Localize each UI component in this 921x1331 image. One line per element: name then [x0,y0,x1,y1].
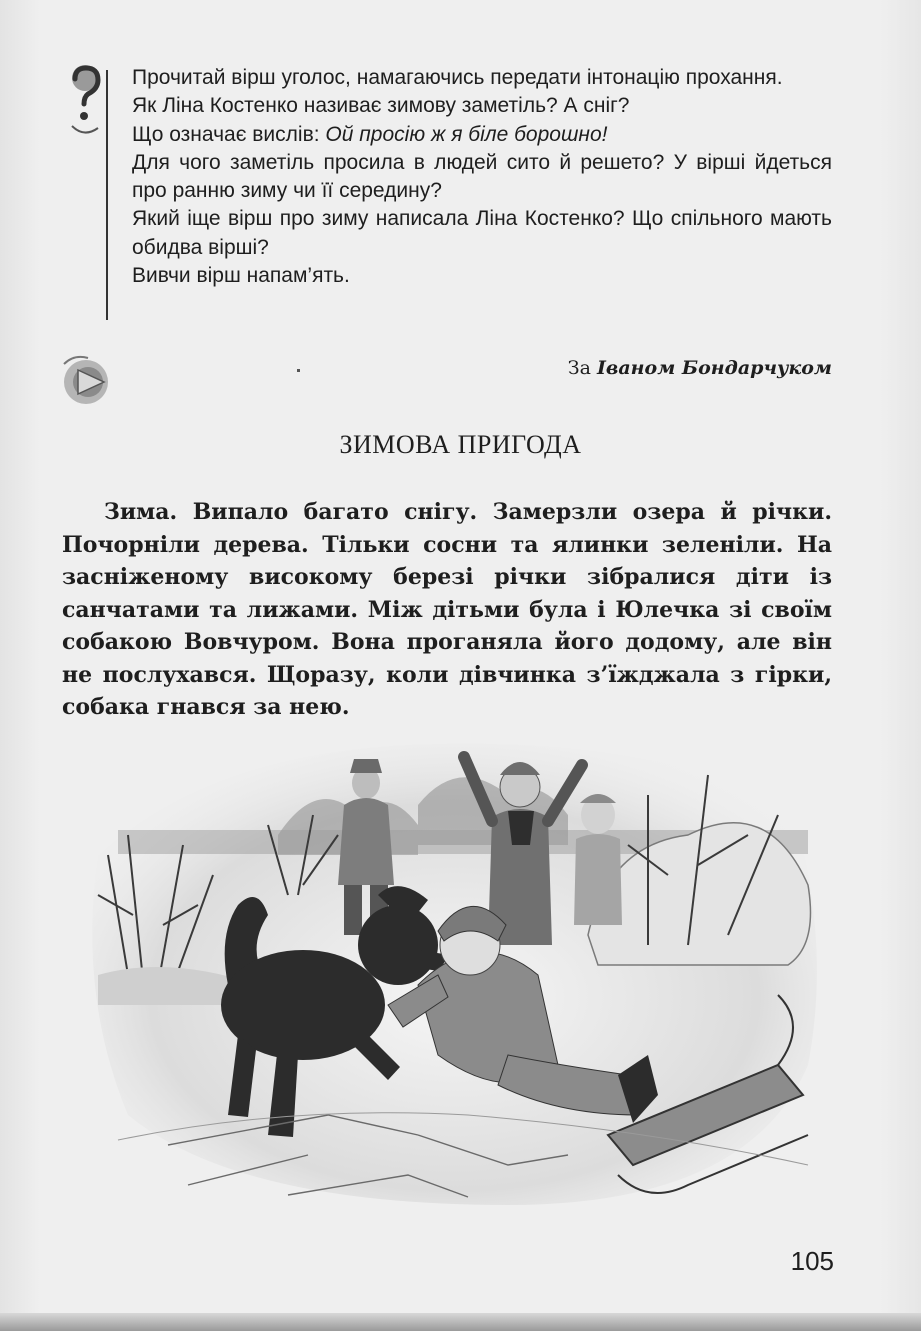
question-3-quote: Ой просію ж я біле борошно! [325,122,608,146]
separator-dot [297,369,300,372]
page-bottom-edge [0,1313,921,1331]
attribution-author: Іваном Бондарчуком [597,357,832,379]
attribution-prefix: За [567,357,591,379]
question-6: Вивчи вірш напам’ять. [132,264,350,288]
questions-block [132,64,832,290]
question-2: Як Ліна Костенко називає зимову заметіль? А сніг? [132,94,630,118]
page-number: 105 [790,1246,834,1276]
question-mark-icon [58,62,110,142]
question-5: Який іще вірш про зиму написала Ліна Костенко? Що спільного мають обидва вірші? [132,207,832,259]
story-title: ЗИМОВА ПРИГОДА [339,430,582,459]
story-text: Зима. Випало багато снігу. Замерзли озера й річки. Почорніли дерева. Тільки сосни та ялинки зеленіли. На засніженому високому березі річки зібралися діти із санчатами та лижами. Між дітьми була і Юлечка зі своїм собакою Вовчуром. Вона проганяла його додому, але він не послухався. Щоразу, коли дівчинка з’їжджала з гірки, собака гнався за нею. [62,499,832,720]
attribution [560,357,832,379]
reading-icon [58,350,124,410]
question-3-text: Що означає вислів: [132,122,326,146]
questions-rule [106,70,108,320]
question-3 [132,121,832,149]
winter-illustration [88,735,828,1215]
question-1: Прочитай вірш уголос, намагаючись передати інтонацію прохання. [132,66,783,89]
question-4: Для чого заметіль просила в людей сито й решето? У вірші йдеться про ранню зиму чи її середину? [132,150,832,203]
